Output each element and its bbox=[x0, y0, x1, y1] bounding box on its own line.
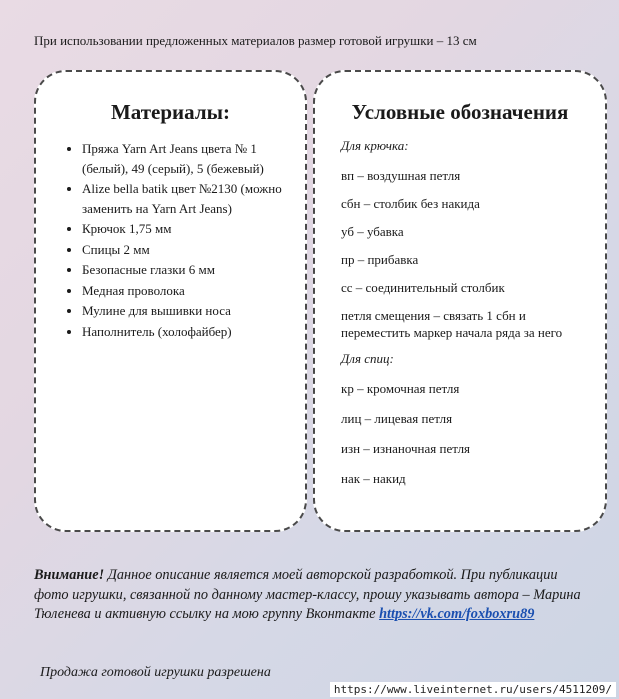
legend-item: сбн – столбик без накида bbox=[341, 196, 480, 211]
notice-body: Данное описание является моей авторской разработкой. При публикации фото игрушки, связанной по данному мастер-классу, прошу указывать автора – Марина Тюленева и активную ссылку на мою группу Вконтакте bbox=[34, 567, 581, 622]
list-item: • Спицы 2 мм bbox=[82, 240, 287, 260]
legend-item: сс – соединительный столбик bbox=[341, 280, 505, 295]
legend-item: петля смещения – связать 1 сбн и переместить маркер начала ряда за него bbox=[341, 308, 563, 340]
legend-item: изн – изнаночная петля bbox=[341, 441, 471, 456]
legend-list bbox=[315, 137, 605, 487]
materials-title: Материалы: bbox=[110, 100, 231, 124]
materials-card bbox=[34, 70, 307, 532]
list-item: • Мулине для вышивки носа bbox=[82, 301, 287, 321]
intro-text: При использовании предложенных материалов размер готовой игрушки – 13 см bbox=[34, 33, 477, 48]
vk-link[interactable]: https://vk.com/foxboxru89 bbox=[379, 606, 535, 622]
legend-item: лиц – лицевая петля bbox=[341, 411, 453, 426]
legend-title: Условные обозначения bbox=[351, 100, 569, 124]
list-item: • Alize bella batik цвет №2130 (можно заменить на Yarn Art Jeans) bbox=[82, 179, 287, 218]
notice-text bbox=[34, 566, 594, 625]
knit-heading: Для спиц: bbox=[341, 351, 394, 366]
legend-item: нак – накид bbox=[341, 471, 406, 486]
list-item: • Крючок 1,75 мм bbox=[82, 219, 287, 239]
list-item: • Безопасные глазки 6 мм bbox=[82, 260, 287, 280]
crochet-heading: Для крючка: bbox=[341, 138, 409, 153]
list-item: • Пряжа Yarn Art Jeans цвета № 1 (белый), 49 (серый), 5 (бежевый) bbox=[82, 139, 287, 178]
notice-bold: Внимание! bbox=[34, 567, 105, 583]
sale-note: Продажа готовой игрушки разрешена bbox=[40, 665, 271, 680]
legend-card bbox=[313, 70, 607, 532]
legend-item: пр – прибавка bbox=[341, 252, 419, 267]
list-item: • Наполнитель (холофайбер) bbox=[82, 322, 287, 342]
legend-item: вп – воздушная петля bbox=[341, 168, 461, 183]
watermark-url: https://www.liveinternet.ru/users/4511209/ bbox=[330, 682, 616, 697]
list-item: • Медная проволока bbox=[82, 281, 287, 301]
legend-item: уб – убавка bbox=[341, 224, 404, 239]
materials-list bbox=[36, 139, 305, 341]
legend-item: кр – кромочная петля bbox=[341, 381, 460, 396]
